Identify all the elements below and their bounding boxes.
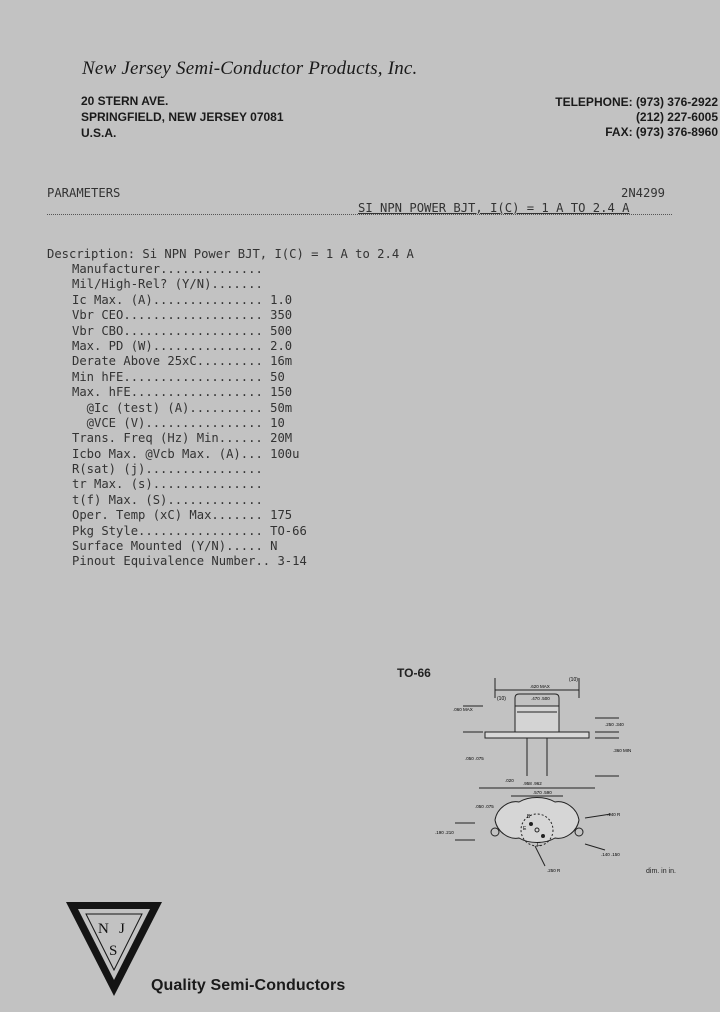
spec-value: 2.0 [270, 338, 293, 353]
address-block [81, 93, 284, 141]
spec-label: Ic Max. (A) [72, 292, 153, 307]
pin-label: E [523, 826, 527, 832]
spec-row [72, 324, 307, 339]
spec-label: Manufacturer [72, 262, 161, 276]
spec-leader-dots: ............... [152, 338, 271, 353]
spec-label: Max. hFE [72, 385, 131, 400]
spec-leader-dots: .. [255, 554, 278, 569]
fax-line: FAX: (973) 376-8960 [605, 125, 718, 139]
spec-label: Pkg Style [72, 523, 139, 538]
address-line: 20 STERN AVE. [81, 94, 169, 108]
spec-row [72, 493, 307, 508]
spec-row [72, 354, 307, 369]
dim-label: .958 .962 [523, 781, 542, 786]
spec-row [72, 431, 307, 446]
spec-value: 20M [270, 431, 293, 446]
spec-label: @Ic (test) (A) [72, 400, 190, 415]
spec-value: 50 [270, 369, 285, 384]
spec-row [72, 401, 307, 416]
tagline: Quality Semi-Conductors [151, 977, 346, 994]
spec-value: 500 [270, 323, 293, 338]
spec-leader-dots: ...... [218, 431, 271, 446]
spec-leader-dots: ................... [123, 308, 271, 323]
spec-row [72, 308, 307, 323]
logo-letter-n: N [98, 921, 109, 937]
spec-value: 100u [270, 446, 300, 461]
spec-row [72, 462, 307, 477]
dim-label: .050 .075 [475, 804, 494, 809]
spec-value: 175 [270, 508, 293, 523]
description-line: Description: Si NPN Power BJT, I(C) = 1 A to 2.4 A [47, 247, 414, 261]
spec-label: Max. PD (W) [72, 338, 153, 353]
bottom-view [455, 788, 611, 866]
spec-label: Pinout Equivalence Number [72, 554, 256, 569]
spec-label: tr Max. (s) [72, 477, 153, 492]
dim-label: .190 .210 [435, 830, 454, 835]
njs-logo [64, 900, 164, 998]
spec-row [72, 339, 307, 354]
dim-label: .360 MIN [613, 748, 632, 753]
dim-label: .050 .075 [465, 756, 484, 761]
spec-value: 3-14 [277, 554, 307, 569]
spec-value: TO-66 [270, 523, 307, 538]
spec-list [72, 262, 307, 570]
dim-label: .140 R [607, 812, 621, 817]
spec-leader-dots: ... [240, 446, 271, 461]
dim-label: .250 .340 [605, 722, 624, 727]
spec-label: Trans. Freq (Hz) Min [72, 431, 219, 446]
dim-label: .250 R [547, 868, 561, 873]
dim-label: .060 MAX [453, 707, 473, 712]
pin-label: B [527, 814, 531, 820]
spec-value: 10 [270, 415, 285, 430]
description-header: SI NPN POWER BJT, I(C) = 1 A TO 2.4 A [358, 201, 630, 215]
spec-label: Derate Above 25xC [72, 354, 197, 369]
company-name: New Jersey Semi-Conductor Products, Inc. [82, 58, 418, 79]
spec-value: 350 [270, 308, 293, 323]
spec-row [72, 539, 307, 554]
spec-leader-dots: .............. [160, 262, 271, 276]
spec-row [72, 293, 307, 308]
spec-leader-dots: ................ [145, 415, 271, 430]
phone-block [555, 95, 718, 140]
address-line: U.S.A. [81, 126, 117, 140]
spec-leader-dots: ................. [138, 523, 271, 538]
to66-package-drawing [435, 668, 695, 883]
spec-label: t(f) Max. (S) [72, 492, 168, 507]
spec-row [72, 554, 307, 569]
spec-row [72, 277, 307, 292]
top-view [463, 678, 619, 776]
callout-label: (10) [569, 677, 578, 683]
spec-value: 150 [270, 385, 293, 400]
logo-letter-s: S [109, 943, 118, 959]
spec-row [72, 370, 307, 385]
dim-label: .020 [505, 778, 514, 783]
spec-label: R(sat) (j) [72, 462, 146, 477]
spec-leader-dots: ................... [123, 369, 271, 384]
part-number: 2N4299 [621, 186, 666, 200]
spec-label: Icbo Max. @Vcb Max. (A) [72, 446, 241, 461]
dim-label: .470 .500 [531, 696, 550, 701]
spec-leader-dots: ............... [152, 292, 271, 307]
spec-row [72, 477, 307, 492]
spec-leader-dots: ......... [196, 354, 271, 369]
spec-value: 1.0 [270, 292, 293, 307]
callout-label: (10) [497, 696, 506, 702]
spec-label: Oper. Temp (xC) Max [72, 508, 212, 523]
spec-label: Mil/High-Rel? (Y/N) [72, 277, 212, 292]
spec-row [72, 262, 307, 277]
telephone-line: TELEPHONE: (973) 376-2922 [555, 95, 718, 109]
spec-leader-dots: ............... [152, 477, 271, 492]
dim-label: .620 MAX [530, 684, 550, 689]
spec-label: @VCE (V) [72, 415, 146, 430]
spec-row [72, 416, 307, 431]
dim-label: .140 .150 [601, 852, 620, 857]
address-line: SPRINGFIELD, NEW JERSEY 07081 [81, 110, 284, 124]
pin-label: C [537, 842, 541, 848]
spec-row [72, 447, 307, 462]
spec-leader-dots: ................ [145, 462, 271, 477]
spec-label: Surface Mounted (Y/N) [72, 539, 227, 554]
dim-label: .570 .590 [533, 790, 552, 795]
spec-row [72, 508, 307, 523]
spec-label: Vbr CEO [72, 308, 124, 323]
spec-leader-dots: ..... [226, 539, 271, 554]
spec-value: 50m [270, 400, 293, 415]
spec-row [72, 385, 307, 400]
spec-value: 16m [270, 354, 293, 369]
spec-label: Vbr CBO [72, 323, 124, 338]
spec-leader-dots: ....... [211, 508, 271, 523]
logo-letter-j: J [119, 921, 125, 937]
spec-leader-dots: ................... [123, 323, 271, 338]
telephone-line: (212) 227-6005 [635, 110, 718, 124]
spec-leader-dots: ....... [211, 277, 271, 292]
spec-row [72, 524, 307, 539]
spec-value: N [270, 539, 278, 554]
spec-label: Min hFE [72, 369, 124, 384]
package-title: TO-66 [397, 666, 431, 680]
spec-leader-dots: .......... [189, 400, 271, 415]
units-note: dim. in in. [646, 868, 676, 875]
spec-leader-dots: .................. [130, 385, 271, 400]
spec-leader-dots: ............. [167, 492, 271, 507]
parameters-label: PARAMETERS [47, 186, 121, 200]
